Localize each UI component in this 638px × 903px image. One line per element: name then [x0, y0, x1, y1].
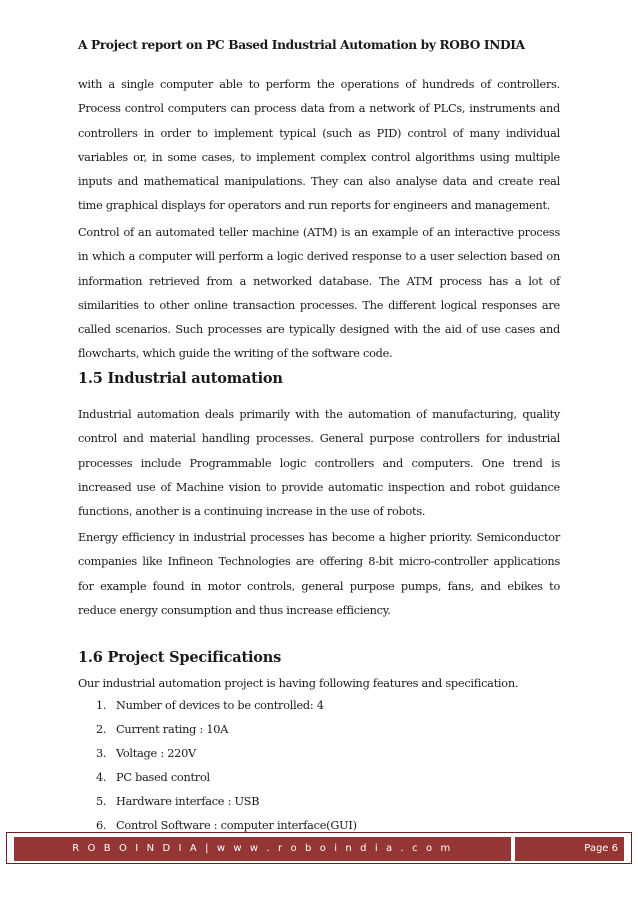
running-header: A Project report on PC Based Industrial Automation by ROBO INDIA — [78, 38, 525, 52]
list-item: 3. Voltage : 220V — [96, 747, 196, 760]
body-paragraph-2: Control of an automated teller machine (ATM) is an example of an interactive process in which a computer will perform a logic derived response to a user selection based on information retrieved from a networked database. The ATM process has a lot of similarities to other online transaction processes. The different logical responses are called scenarios. Such processes are typically designed with the aid of use cases and flowcharts, which guide the writing of the software code. — [78, 226, 560, 361]
footer-brand-bar: R O B O I N D I A | w w w . r o b o i n d i a . c o m — [14, 837, 511, 861]
list-item: 1. Number of devices to be controlled: 4 — [96, 699, 324, 712]
section-heading-1-5: 1.5 Industrial automation — [78, 370, 283, 387]
section-1-5-paragraph-2: Energy efficiency in industrial processes has become a higher priority. Semiconductor companies like Infineon Technologies are offering 8-bit micro-controller applications for example found in motor controls, general purpose pumps, fans, and ebikes to reduce energy consumption and thus increase efficiency. — [78, 531, 560, 617]
page-number: Page 6 — [515, 837, 624, 861]
section-heading-1-6: 1.6 Project Specifications — [78, 649, 282, 666]
section-1-6-intro: Our industrial automation project is having following features and specification. — [78, 677, 519, 690]
section-1-5-paragraph-1: Industrial automation deals primarily with the automation of manufacturing, quality control and material handling processes. General purpose controllers for industrial processes include Programmable logic controllers and computers. One trend is increased use of Machine vision to provide automatic inspection and robot guidance functions, another is a continuing increase in the use of robots. — [78, 408, 560, 519]
body-paragraph-1: with a single computer able to perform the operations of hundreds of controllers. Process control computers can process data from a network of PLCs, instruments and controllers in order to implement typical (such as PID) control of many individual variables or, in some cases, to implement complex control algorithms using multiple inputs and mathematical manipulations. They can also analyse data and create real time graphical displays for operators and run reports for engineers and management. — [78, 78, 560, 213]
list-item: 6. Control Software : computer interface(GUI) — [96, 819, 357, 832]
specifications-list — [96, 694, 357, 838]
list-item: 2. Current rating : 10A — [96, 723, 229, 736]
list-item: 4. PC based control — [96, 771, 210, 784]
list-item: 5. Hardware interface : USB — [96, 795, 260, 808]
